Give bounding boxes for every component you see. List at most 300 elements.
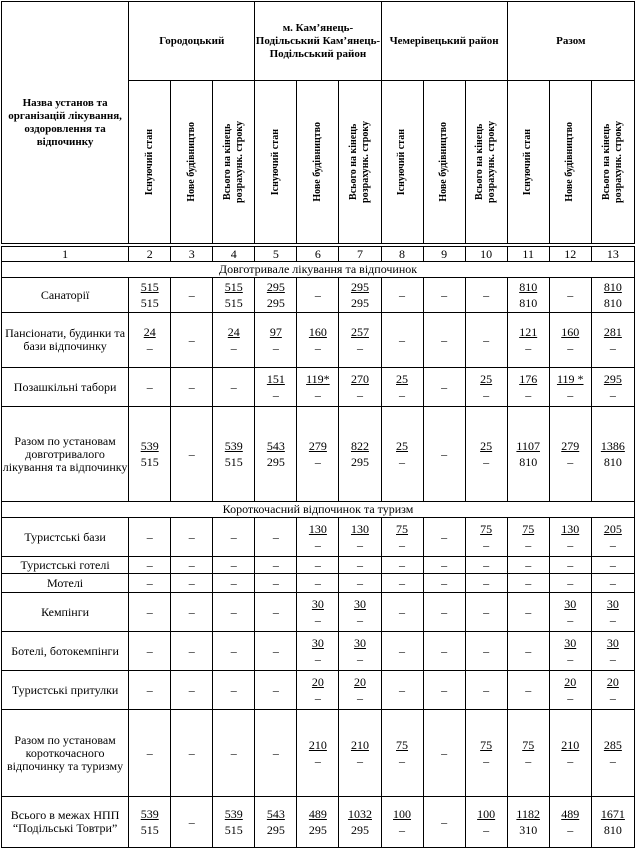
cell-value: –: [609, 575, 616, 590]
value-cell: [297, 518, 339, 557]
fraction-value: [396, 521, 408, 553]
group-header-total: Разом: [507, 2, 634, 81]
group-header-kamianets: м. Кам’янець-Подільський Кам’янець-Подільський район: [255, 2, 381, 81]
value-cell: [129, 574, 171, 593]
row-name: Всього в межах НПП “Подільські Товтри”: [2, 797, 129, 848]
value-cell: [297, 671, 339, 710]
fraction-denominator: –: [272, 341, 279, 355]
fraction-denominator: 295: [350, 455, 369, 469]
cell-value: –: [399, 682, 406, 697]
sub-column-label: Всього на кінець розрахунк. строку: [221, 121, 245, 203]
fraction-numerator: 100: [477, 807, 496, 821]
fraction-value: [519, 279, 537, 311]
value-cell: [213, 407, 255, 502]
table-row: [2, 518, 635, 557]
fraction-denominator: –: [483, 823, 490, 837]
fraction-denominator: 295: [266, 823, 285, 837]
cell-value: –: [272, 745, 279, 760]
sub-column-header: [591, 81, 634, 244]
fraction-value: [396, 371, 408, 403]
fraction-denominator: 295: [266, 296, 285, 310]
fraction-value: [516, 438, 540, 470]
sub-column-label: Існуючий стан: [396, 128, 408, 196]
value-cell: [423, 518, 465, 557]
fraction-numerator: 489: [561, 807, 580, 821]
value-cell: [423, 574, 465, 593]
cell-value: –: [146, 575, 153, 590]
fraction-numerator: 75: [396, 738, 409, 752]
sub-column-label: Нове будівництво: [185, 122, 197, 202]
value-cell: [255, 797, 297, 848]
fraction-numerator: 279: [561, 439, 580, 453]
fraction-numerator: 279: [308, 439, 327, 453]
cell-value: –: [356, 557, 363, 572]
fraction-value: [225, 806, 243, 838]
value-cell: [423, 632, 465, 671]
sub-column-header: [381, 81, 423, 244]
fraction-value: [604, 324, 622, 356]
value-cell: [213, 797, 255, 848]
value-cell: [465, 710, 507, 797]
cell-value: –: [146, 379, 153, 394]
cell-value: –: [483, 682, 490, 697]
fraction-numerator: 75: [522, 738, 535, 752]
sub-column-header: [255, 81, 297, 244]
value-cell: [591, 278, 634, 313]
fraction-value: [144, 324, 156, 356]
column-number-row: [2, 247, 635, 262]
cell-value: –: [441, 575, 448, 590]
cell-value: –: [272, 682, 279, 697]
fraction-denominator: 515: [224, 296, 243, 310]
value-cell: [129, 632, 171, 671]
fraction-value: [604, 279, 622, 311]
fraction-numerator: 210: [350, 738, 369, 752]
value-cell: [255, 557, 297, 574]
sub-column-label: Нове будівництво: [564, 122, 576, 202]
fraction-numerator: 822: [350, 439, 369, 453]
fraction-denominator: –: [609, 652, 616, 666]
fraction-denominator: –: [609, 341, 616, 355]
fraction-denominator: –: [609, 754, 616, 768]
fraction-denominator: –: [525, 388, 532, 402]
value-cell: [465, 574, 507, 593]
sub-column-header: [213, 81, 255, 244]
fraction-denominator: –: [609, 538, 616, 552]
fraction-numerator: 20: [606, 675, 619, 689]
fraction-numerator: 257: [350, 325, 369, 339]
fraction-denominator: 295: [350, 823, 369, 837]
group-header-horodok: Городоцький: [129, 2, 255, 81]
fraction-value: [561, 737, 579, 769]
fraction-numerator: 30: [353, 636, 366, 650]
value-cell: [255, 593, 297, 632]
fraction-value: [309, 438, 327, 470]
value-cell: [171, 574, 213, 593]
fraction-value: [480, 521, 492, 553]
row-name: Ботелі, ботокемпінги: [2, 632, 129, 671]
fraction-value: [516, 806, 540, 838]
cell-value: –: [146, 604, 153, 619]
value-cell: [297, 710, 339, 797]
fraction-denominator: –: [483, 455, 490, 469]
fraction-numerator: 25: [480, 372, 493, 386]
cell-value: –: [441, 287, 448, 302]
value-cell: [591, 593, 634, 632]
fraction-denominator: –: [483, 754, 490, 768]
cell-value: –: [272, 604, 279, 619]
fraction-value: [141, 279, 159, 311]
fraction-numerator: 20: [353, 675, 366, 689]
fraction-numerator: 515: [224, 280, 243, 294]
fraction-value: [601, 806, 625, 838]
fraction-numerator: 25: [480, 439, 493, 453]
column-number: 6: [297, 247, 339, 262]
fraction-value: [561, 438, 579, 470]
cell-value: –: [230, 379, 237, 394]
value-cell: [255, 518, 297, 557]
value-cell: [591, 407, 634, 502]
value-cell: [465, 671, 507, 710]
table-row: [2, 710, 635, 797]
fraction-denominator: –: [356, 652, 363, 666]
fraction-value: [141, 806, 159, 838]
value-cell: [381, 593, 423, 632]
cell-value: –: [441, 557, 448, 572]
value-cell: [549, 368, 591, 407]
cell-value: –: [483, 604, 490, 619]
table-row: [2, 632, 635, 671]
value-cell: [339, 710, 381, 797]
value-cell: [129, 278, 171, 313]
fraction-numerator: 75: [480, 738, 493, 752]
fraction-value: [225, 279, 243, 311]
value-cell: [549, 518, 591, 557]
fraction-value: [312, 596, 324, 628]
fraction-denominator: 515: [224, 455, 243, 469]
fraction-denominator: –: [399, 754, 406, 768]
fraction-value: [267, 371, 285, 403]
sub-column-header: [465, 81, 507, 244]
fraction-numerator: 25: [396, 439, 409, 453]
value-cell: [297, 368, 339, 407]
fraction-denominator: –: [399, 823, 406, 837]
fraction-value: [519, 324, 537, 356]
cell-value: –: [188, 604, 195, 619]
cell-value: –: [399, 575, 406, 590]
fraction-denominator: –: [567, 538, 574, 552]
cell-value: –: [525, 557, 532, 572]
value-cell: [297, 407, 339, 502]
fraction-value: [351, 324, 369, 356]
fraction-value: [607, 635, 619, 667]
row-name: Туристські притулки: [2, 671, 129, 710]
value-cell: [129, 710, 171, 797]
fraction-denominator: –: [146, 341, 153, 355]
fraction-numerator: 24: [143, 325, 156, 339]
fraction-numerator: 281: [603, 325, 622, 339]
cell-value: –: [146, 557, 153, 572]
fraction-numerator: 1671: [600, 807, 625, 821]
fraction-value: [557, 371, 584, 403]
fraction-denominator: –: [567, 613, 574, 627]
cell-value: –: [146, 643, 153, 658]
fraction-numerator: 205: [603, 522, 622, 536]
cell-value: –: [188, 814, 195, 829]
fraction-numerator: 130: [350, 522, 369, 536]
fraction-value: [351, 371, 369, 403]
fraction-numerator: 20: [564, 675, 577, 689]
cell-value: –: [188, 287, 195, 302]
value-cell: [591, 518, 634, 557]
value-cell: [213, 632, 255, 671]
value-cell: [465, 518, 507, 557]
cell-value: –: [441, 643, 448, 658]
column-number: 4: [213, 247, 255, 262]
fraction-denominator: –: [314, 754, 321, 768]
section-title: Довготривале лікування та відпочинок: [2, 262, 635, 278]
row-name: Мотелі: [2, 574, 129, 593]
value-cell: [381, 368, 423, 407]
value-cell: [507, 368, 549, 407]
value-cell: [507, 797, 549, 848]
fraction-value: [309, 324, 327, 356]
value-cell: [591, 710, 634, 797]
fraction-denominator: –: [609, 613, 616, 627]
cell-value: –: [356, 575, 363, 590]
cell-value: –: [314, 575, 321, 590]
column-number: 7: [339, 247, 381, 262]
fraction-denominator: –: [314, 691, 321, 705]
fraction-numerator: 295: [603, 372, 622, 386]
fraction-numerator: 30: [606, 597, 619, 611]
column-number: 11: [507, 247, 549, 262]
value-cell: [171, 593, 213, 632]
fraction-value: [522, 737, 534, 769]
value-cell: [423, 593, 465, 632]
value-cell: [423, 797, 465, 848]
row-name: Пансіонати, будинки та бази відпочинку: [2, 313, 129, 368]
fraction-denominator: –: [356, 691, 363, 705]
cell-value: –: [567, 557, 574, 572]
value-cell: [507, 518, 549, 557]
sub-column-label: Всього на кінець розрахунк. строку: [347, 121, 371, 203]
fraction-numerator: 543: [266, 807, 285, 821]
cell-value: –: [441, 814, 448, 829]
fraction-value: [480, 438, 492, 470]
value-cell: [255, 407, 297, 502]
fraction-value: [561, 806, 579, 838]
fraction-numerator: 285: [603, 738, 622, 752]
cell-value: –: [188, 575, 195, 590]
value-cell: [465, 407, 507, 502]
value-cell: [507, 710, 549, 797]
value-cell: [591, 797, 634, 848]
value-cell: [171, 557, 213, 574]
fraction-denominator: –: [483, 388, 490, 402]
value-cell: [213, 368, 255, 407]
facilities-table: [1, 1, 635, 848]
fraction-denominator: –: [356, 388, 363, 402]
value-cell: [549, 671, 591, 710]
fraction-numerator: 543: [266, 439, 285, 453]
row-name: Санаторії: [2, 278, 129, 313]
value-cell: [423, 368, 465, 407]
fraction-denominator: 515: [224, 823, 243, 837]
cell-value: –: [272, 575, 279, 590]
value-cell: [549, 313, 591, 368]
fraction-value: [354, 596, 366, 628]
cell-value: –: [188, 745, 195, 760]
value-cell: [465, 557, 507, 574]
value-cell: [213, 671, 255, 710]
cell-value: –: [272, 643, 279, 658]
fraction-value: [564, 674, 576, 706]
row-name: Туристські готелі: [2, 557, 129, 574]
fraction-denominator: –: [525, 754, 532, 768]
value-cell: [465, 368, 507, 407]
value-cell: [297, 797, 339, 848]
cell-value: –: [399, 332, 406, 347]
fraction-denominator: 810: [603, 296, 622, 310]
fraction-denominator: –: [567, 691, 574, 705]
fraction-value: [564, 596, 576, 628]
value-cell: [465, 278, 507, 313]
value-cell: [507, 278, 549, 313]
fraction-denominator: –: [314, 538, 321, 552]
fraction-value: [228, 324, 240, 356]
fraction-value: [351, 279, 369, 311]
value-cell: [255, 671, 297, 710]
fraction-denominator: –: [567, 388, 574, 402]
fraction-denominator: –: [567, 823, 574, 837]
value-cell: [213, 557, 255, 574]
value-cell: [339, 671, 381, 710]
fraction-denominator: –: [230, 341, 237, 355]
table-body: [2, 262, 635, 848]
fraction-value: [348, 806, 372, 838]
column-number: 13: [591, 247, 634, 262]
value-cell: [465, 632, 507, 671]
value-cell: [381, 671, 423, 710]
fraction-value: [564, 635, 576, 667]
fraction-denominator: 515: [140, 823, 159, 837]
table-row: [2, 313, 635, 368]
fraction-value: [312, 635, 324, 667]
value-cell: [129, 368, 171, 407]
sub-column-header: [549, 81, 591, 244]
fraction-value: [601, 438, 625, 470]
value-cell: [507, 407, 549, 502]
value-cell: [297, 278, 339, 313]
cell-value: –: [525, 604, 532, 619]
value-cell: [423, 407, 465, 502]
fraction-denominator: 295: [308, 823, 327, 837]
value-cell: [297, 557, 339, 574]
value-cell: [129, 518, 171, 557]
column-number: 2: [129, 247, 171, 262]
cell-value: –: [441, 604, 448, 619]
cell-value: –: [399, 287, 406, 302]
cell-value: –: [230, 745, 237, 760]
fraction-numerator: 515: [140, 280, 159, 294]
value-cell: [549, 407, 591, 502]
fraction-denominator: –: [567, 455, 574, 469]
fraction-value: [519, 371, 537, 403]
table-row: [2, 574, 635, 593]
cell-value: –: [441, 682, 448, 697]
fraction-denominator: –: [609, 388, 616, 402]
fraction-value: [480, 371, 492, 403]
fraction-numerator: 130: [308, 522, 327, 536]
fraction-numerator: 119*: [306, 372, 330, 386]
value-cell: [423, 278, 465, 313]
fraction-value: [306, 371, 330, 403]
group-header-chemerivtsi: Чемерівецький район: [381, 2, 507, 81]
value-cell: [339, 574, 381, 593]
fraction-denominator: 515: [140, 455, 159, 469]
fraction-denominator: 295: [350, 296, 369, 310]
fraction-denominator: 810: [603, 823, 622, 837]
cell-value: –: [314, 287, 321, 302]
fraction-denominator: –: [567, 341, 574, 355]
cell-value: –: [441, 379, 448, 394]
value-cell: [129, 593, 171, 632]
value-cell: [339, 518, 381, 557]
fraction-numerator: 119 *: [556, 372, 584, 386]
column-number: 5: [255, 247, 297, 262]
cell-value: –: [272, 529, 279, 544]
fraction-value: [351, 737, 369, 769]
cell-value: –: [188, 379, 195, 394]
fraction-numerator: 1032: [347, 807, 372, 821]
value-cell: [213, 574, 255, 593]
fraction-numerator: 539: [140, 807, 159, 821]
value-cell: [171, 518, 213, 557]
column-number: 12: [549, 247, 591, 262]
value-cell: [171, 278, 213, 313]
fraction-numerator: 20: [311, 675, 324, 689]
value-cell: [423, 313, 465, 368]
cell-value: –: [230, 557, 237, 572]
cell-value: –: [146, 745, 153, 760]
fraction-numerator: 30: [564, 636, 577, 650]
fraction-value: [225, 438, 243, 470]
fraction-numerator: 539: [140, 439, 159, 453]
cell-value: –: [525, 643, 532, 658]
value-cell: [549, 574, 591, 593]
value-cell: [171, 632, 213, 671]
fraction-denominator: –: [567, 754, 574, 768]
table-row: [2, 593, 635, 632]
fraction-denominator: 810: [519, 296, 538, 310]
fraction-numerator: 30: [606, 636, 619, 650]
sub-column-label: Всього на кінець розрахунк. строку: [474, 121, 498, 203]
table-row: [2, 797, 635, 848]
fraction-numerator: 75: [522, 522, 535, 536]
cell-value: –: [441, 446, 448, 461]
value-cell: [591, 313, 634, 368]
cell-value: –: [399, 643, 406, 658]
value-cell: [339, 368, 381, 407]
fraction-numerator: 100: [393, 807, 412, 821]
fraction-value: [393, 806, 411, 838]
value-cell: [381, 407, 423, 502]
fraction-value: [312, 674, 324, 706]
section-row: [2, 262, 635, 278]
fraction-numerator: 24: [227, 325, 240, 339]
row-name: Позашкільні табори: [2, 368, 129, 407]
